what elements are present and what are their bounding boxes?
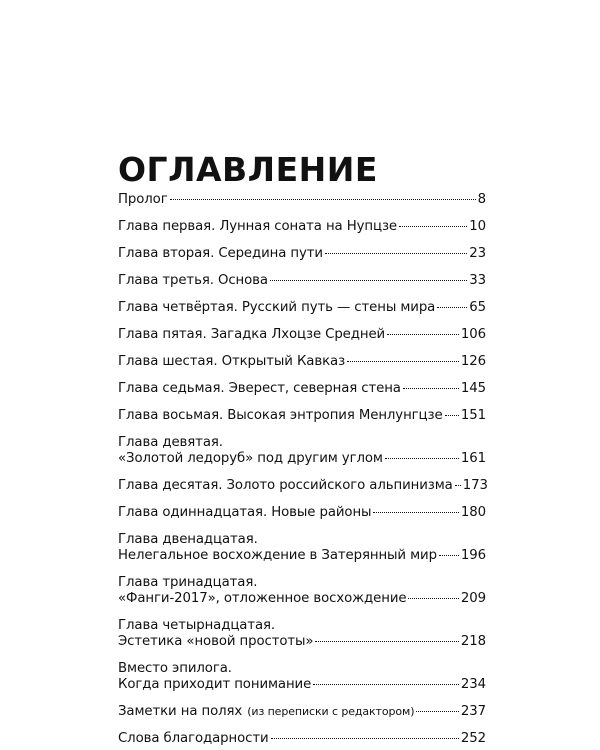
toc-entry-acknowledgements — [118, 731, 486, 747]
dot-leader — [385, 458, 459, 459]
dot-leader — [271, 738, 459, 739]
dot-leader — [387, 334, 459, 335]
dot-leader — [437, 307, 467, 308]
entry-title-line-1: Глава девятая. — [118, 435, 223, 450]
toc-entry-margin-notes — [118, 704, 486, 720]
entry-title: Глава седьмая. Эверест, северная стена — [118, 381, 401, 396]
entry-page-number: 218 — [460, 634, 486, 649]
toc-entry-chapter-11 — [118, 505, 486, 521]
entry-title: Нелегальное восхождение в Затерянный мир — [118, 548, 437, 563]
entry-page-number: 106 — [460, 327, 486, 342]
entry-page-number: 33 — [469, 273, 486, 288]
entry-title: Пролог — [118, 192, 168, 207]
dot-leader — [399, 226, 467, 227]
entry-title: «Золотой ледоруб» под другим углом — [118, 451, 383, 466]
toc-entry-chapter-4 — [118, 300, 486, 316]
entry-page-number: 234 — [460, 677, 486, 692]
toc-entry-epilogue — [118, 661, 486, 693]
toc-entry-chapter-5 — [118, 327, 486, 343]
entry-page-number: 180 — [460, 505, 486, 520]
dot-leader — [325, 253, 467, 254]
entry-page-number: 23 — [469, 246, 486, 261]
entry-title-line-1: Вместо эпилога. — [118, 661, 232, 676]
entry-title: Глава восьмая. Высокая энтропия Менлунгцзе — [118, 408, 443, 423]
entry-page-number: 173 — [462, 478, 488, 493]
toc-entry-chapter-7 — [118, 381, 486, 397]
toc-entry-chapter-10 — [118, 478, 486, 494]
toc-heading: ОГЛАВЛЕНИЕ — [118, 150, 378, 189]
dot-leader — [270, 280, 467, 281]
entry-title: Глава первая. Лунная соната на Нупцзе — [118, 219, 397, 234]
toc-entry-chapter-14 — [118, 618, 486, 650]
dot-leader — [403, 388, 459, 389]
dot-leader — [347, 361, 459, 362]
toc-entry-chapter-6 — [118, 354, 486, 370]
entry-page-number: 237 — [460, 704, 486, 719]
entry-page-number: 252 — [460, 731, 486, 746]
dot-leader — [315, 641, 458, 642]
entry-title: Глава вторая. Середина пути — [118, 246, 323, 261]
entry-title: Глава одиннадцатая. Новые районы — [118, 505, 372, 520]
entry-title: Глава четвёртая. Русский путь — стены мира — [118, 300, 436, 315]
dot-leader — [439, 555, 459, 556]
dot-leader — [408, 598, 458, 599]
dot-leader — [170, 199, 476, 200]
entry-page-number: 151 — [460, 408, 486, 423]
toc-entry-chapter-9 — [118, 435, 486, 467]
dot-leader — [445, 415, 459, 416]
entry-title: Когда приходит понимание — [118, 677, 312, 692]
toc-list — [118, 192, 488, 746]
entry-title: Глава шестая. Открытый Кавказ — [118, 354, 346, 369]
dot-leader — [455, 485, 461, 486]
entry-title-line-1: Глава тринадцатая. — [118, 575, 258, 590]
entry-title: Эстетика «новой простоты» — [118, 634, 314, 649]
dot-leader — [416, 711, 459, 712]
entry-note: (из переписки с редактором) — [247, 705, 415, 718]
entry-title-line-1: Глава четырнадцатая. — [118, 618, 276, 633]
entry-page-number: 8 — [477, 192, 486, 207]
entry-page-number: 10 — [469, 219, 486, 234]
toc-entry-chapter-1 — [118, 219, 486, 235]
entry-title: Глава пятая. Загадка Лхоцзе Средней — [118, 327, 386, 342]
entry-page-number: 145 — [460, 381, 486, 396]
entry-title: «Фанги-2017», отложенное восхождение — [118, 591, 407, 606]
entry-page-number: 196 — [460, 548, 486, 563]
dot-leader — [373, 512, 458, 513]
toc-entry-chapter-3 — [118, 273, 486, 289]
toc-entry-chapter-12 — [118, 532, 486, 564]
toc-entry-chapter-13 — [118, 575, 486, 607]
entry-title: Глава третья. Основа — [118, 273, 268, 288]
toc-entry-chapter-8 — [118, 408, 486, 424]
dot-leader — [313, 684, 459, 685]
entry-title: Слова благодарности — [118, 731, 269, 746]
entry-title: Заметки на полях — [118, 704, 243, 719]
entry-page-number: 209 — [460, 591, 486, 606]
toc-entry-chapter-2 — [118, 246, 486, 262]
entry-title-line-1: Глава двенадцатая. — [118, 532, 258, 547]
entry-page-number: 65 — [469, 300, 486, 315]
entry-title: Глава десятая. Золото российского альпинизма — [118, 478, 453, 493]
entry-page-number: 126 — [460, 354, 486, 369]
toc-entry-prologue — [118, 192, 486, 208]
entry-page-number: 161 — [460, 451, 486, 466]
